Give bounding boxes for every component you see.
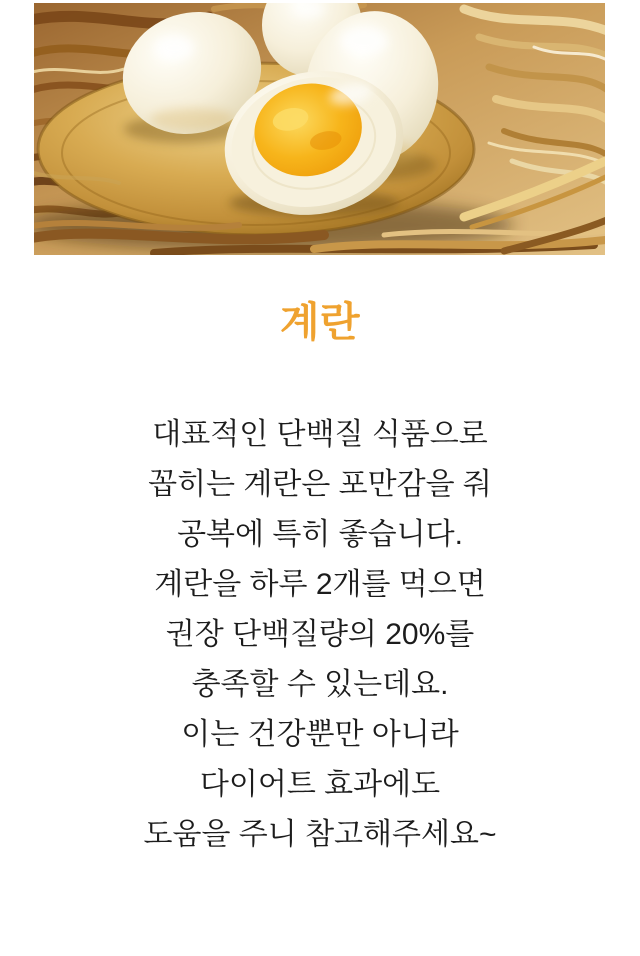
- description-line-2: 꼽히는 계란은 포만감을 줘: [148, 468, 492, 501]
- description-line-7: 이는 건강뿐만 아니라: [181, 718, 459, 751]
- boiled-eggs-photo: [34, 3, 605, 255]
- boiled-eggs-illustration: [34, 3, 605, 255]
- description-line-3: 공복에 특히 좋습니다.: [177, 518, 463, 551]
- description-line-6: 충족할 수 있는데요.: [191, 668, 449, 701]
- description-line-8: 다이어트 효과에도: [199, 768, 441, 801]
- description-text: [0, 410, 640, 860]
- description-line-9: 도움을 주니 참고해주세요~: [143, 818, 497, 851]
- description-line-4: 계란을 하루 2개를 먹으면: [154, 568, 486, 601]
- page-title: 계란: [279, 299, 361, 345]
- description-line-1: 대표적인 단백질 식품으로: [152, 418, 488, 451]
- description-line-5: 권장 단백질량의 20%를: [165, 618, 475, 651]
